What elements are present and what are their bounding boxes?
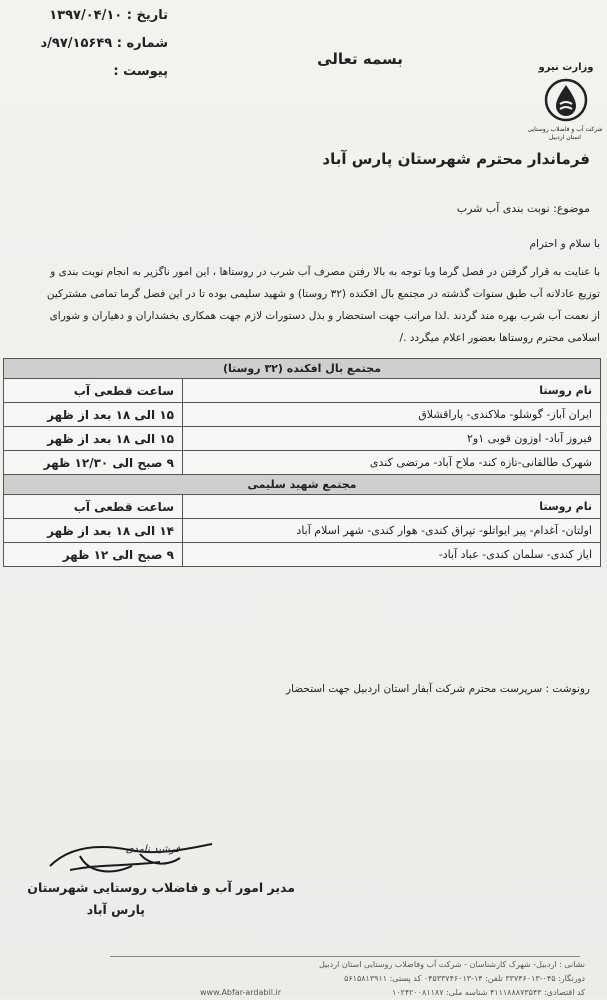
addressee: فرماندار محترم شهرستان پارس آباد <box>322 150 590 168</box>
footer-divider <box>110 956 580 957</box>
time-cell: ۱۵ الی ۱۸ بعد از ظهر <box>4 403 183 427</box>
signature-name: فرشید نامدی <box>125 844 180 855</box>
footer-website[interactable]: www.Abfar-ardabil.ir <box>200 988 281 997</box>
logo-block <box>527 62 603 152</box>
village-cell: فیروز آباد- اوزون قوبی ۱و۲ <box>183 427 601 451</box>
letter-greeting: با سلام و احترام <box>529 238 600 250</box>
time-cell: ۱۴ الی ۱۸ بعد از ظهر <box>4 519 183 543</box>
number-row <box>18 36 168 56</box>
village-cell: ایاز کندی- سلمان کندی- عباد آباد- <box>183 543 601 567</box>
time-cell: ۹ صبح الی ۱۲ ظهر <box>4 543 183 567</box>
attachment-row <box>18 64 168 84</box>
table-row <box>4 403 601 427</box>
date-value: ۱۳۹۷/۰۴/۱۰ <box>49 8 123 23</box>
body-line: توزیع عادلانه آب طبق سنوات گذشته در مجتمع بال افکنده (۳۲ روستا) و شهید سلیمی بوده تا در این فصل گرما تمامی مشترکین <box>46 288 600 300</box>
time-cell: ۹ صبح الی ۱۲/۳۰ ظهر <box>4 451 183 475</box>
table-row <box>4 543 601 567</box>
signatory-title <box>5 877 295 921</box>
letter-body <box>5 261 600 349</box>
water-schedule-table <box>3 358 601 567</box>
table-row <box>4 519 601 543</box>
body-line: اسلامی محترم روستاها بعضور اعلام میگردد ./ <box>399 332 600 344</box>
company-name: شرکت آب و فاضلاب روستایی استان اردبیل <box>527 126 603 141</box>
section-title-row <box>4 475 601 495</box>
footer-ids: کد اقتصادی: ۴۱۱۱۸۸۸۷۳۵۴۳ شناسه ملی: ۱۰۲۴۲۰۰۸۱۱۸۷ <box>391 988 585 997</box>
footer-block <box>105 958 585 1000</box>
column-header-time: ساعت قطعی آب <box>4 379 183 403</box>
signatory-title-line: مدیر امور آب و فاضلاب روستایی شهرستان <box>27 880 295 895</box>
village-cell: شهرک طالقانی-تازه کند- ملاح آباد- مرتضی کندی <box>183 451 601 475</box>
ministry-name: وزارت نیرو <box>538 62 594 73</box>
village-cell: اولتان- آغدام- پیر ایواتلو- تپراق کندی- هوار کندی- شهر اسلام آباد <box>183 519 601 543</box>
section-title: مجتمع بال افکنده (۳۲ روستا) <box>4 359 601 379</box>
subject-line: موضوع: نوبت بندی آب شرب <box>456 202 590 215</box>
column-header-village: نام روستا <box>183 379 601 403</box>
time-cell: ۱۵ الی ۱۸ بعد از ظهر <box>4 427 183 451</box>
cc-line: رونوشت : سرپرست محترم شرکت آبفار استان اردبیل جهت استحضار <box>286 683 590 695</box>
column-header-village: نام روستا <box>183 495 601 519</box>
footer-address: نشانی : اردبیل- شهرک کارشناسان - شرکت آب وفاضلاب روستایی استان اردبیل <box>318 960 585 969</box>
footer-contact: دورنگار: ۰۴۵-۳۳۷۴۶۰۱۳ تلفن: ۱۴-۰۴۵۳۳۷۴۶۰۱۳ کد پستی: ۵۶۱۵۸۱۳۹۱۱ <box>344 974 585 983</box>
body-line: از نعمت آب شرب بهره مند گردند .لذا مراتب جهت استحضار و بذل دستورات لازم جهت همکاری بخشداران و دهیاران و شورای <box>49 310 600 322</box>
village-cell: ایران آباز- گوشلو- ملاکندی- پاراقشلاق <box>183 403 601 427</box>
table-row <box>4 427 601 451</box>
schedule-table-wrap <box>3 358 601 567</box>
section-title-row <box>4 359 601 379</box>
column-header-time: ساعت قطعی آب <box>4 495 183 519</box>
bismillah-heading: بسمه تعالی <box>317 50 403 68</box>
date-row <box>18 8 168 28</box>
water-company-logo-icon <box>544 78 588 122</box>
signatory-title-line: پارس آباد <box>86 902 145 917</box>
body-line: با عنایت به قرار گرفتن در فصل گرما وبا توجه به بالا رفتن مصرف آب شرب در روستاها ، این امور ناگزیر به انجام نوبت بندی و <box>50 266 600 278</box>
table-row <box>4 451 601 475</box>
table-header-row <box>4 495 601 519</box>
number-label: شماره : <box>116 36 168 51</box>
section-title: مجتمع شهید سلیمی <box>4 475 601 495</box>
handwritten-signature-icon <box>40 836 220 882</box>
table-header-row <box>4 379 601 403</box>
date-label: تاریخ : <box>126 8 168 23</box>
attachment-label: پیوست : <box>113 64 168 79</box>
number-value: ۹۷/۱۵۶۴۹/د <box>40 36 113 51</box>
